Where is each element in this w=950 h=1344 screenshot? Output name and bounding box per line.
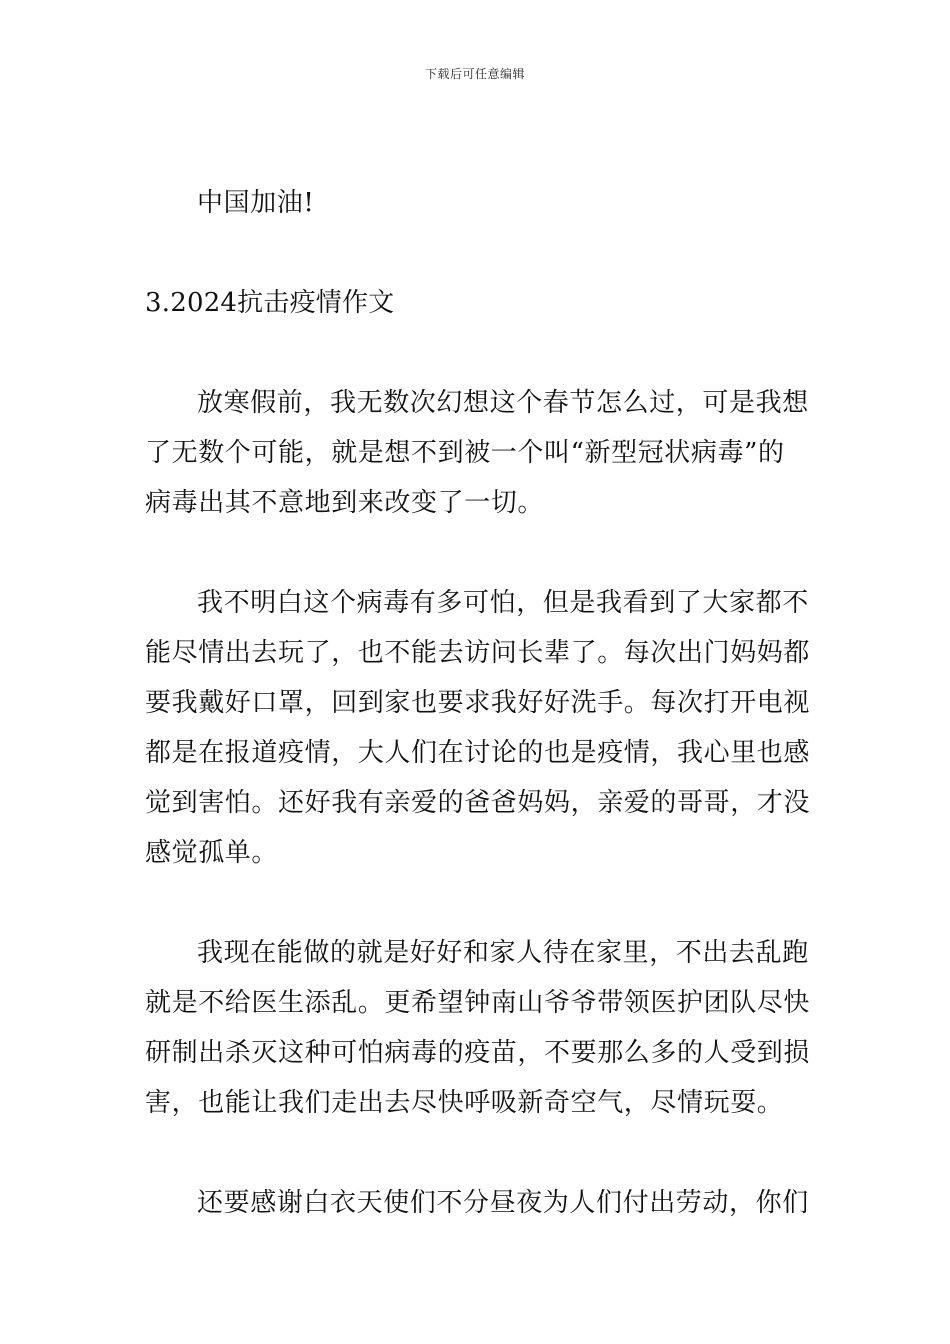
- text-line: 我现在能做的就是好好和家人待在家里，不出去乱跑: [197, 938, 809, 968]
- text-line: 要我戴好口罩，回到家也要求我好好洗手。每次打开电视: [145, 688, 811, 718]
- text-line: 我不明白这个病毒有多可怕，但是我看到了大家都不: [197, 588, 809, 618]
- text-line: 能尽情出去玩了，也不能去访问长辈了。每次出门妈妈都: [145, 638, 811, 668]
- paragraph-gap: [145, 878, 810, 928]
- text-line: 害，也能让我们走出去尽快呼吸新奇空气，尽情玩耍。: [145, 1088, 784, 1118]
- text-line: 病毒出其不意地到来改变了一切。: [145, 488, 545, 518]
- page-header: 下载后可任意编辑: [424, 67, 525, 81]
- paragraph-4: [145, 1178, 810, 1228]
- text-line: 了无数个可能，就是想不到被一个叫“新型冠状病毒”的: [145, 438, 785, 468]
- paragraph-gap: [145, 328, 810, 378]
- text-line: 还要感谢白衣天使们不分昼夜为人们付出劳动，你们: [197, 1188, 809, 1218]
- text-line: 放寒假前，我无数次幻想这个春节怎么过，可是我想: [197, 388, 809, 418]
- text-line: 研制出杀灭这种可怕病毒的疫苗，不要那么多的人受到损: [145, 1038, 811, 1068]
- paragraph-gap: [145, 528, 810, 578]
- text-line: 都是在报道疫情，大人们在讨论的也是疫情，我心里也感: [145, 738, 811, 768]
- paragraph-closing-cheer: [145, 178, 810, 228]
- paragraph-gap: [145, 228, 810, 278]
- text-line: 感觉孤单。: [145, 838, 279, 868]
- document-body: [145, 178, 810, 1228]
- paragraph-3: [145, 928, 810, 1128]
- text-line: 就是不给医生添乱。更希望钟南山爷爷带领医护团队尽快: [145, 988, 811, 1018]
- paragraph-1: [145, 378, 810, 528]
- paragraph-2: [145, 578, 810, 878]
- text-line: 中国加油!: [197, 188, 315, 218]
- section-heading: 3.2024抗击疫情作文: [145, 288, 395, 318]
- paragraph-gap: [145, 1128, 810, 1178]
- text-line: 觉到害怕。还好我有亲爱的爸爸妈妈，亲爱的哥哥，才没: [145, 788, 811, 818]
